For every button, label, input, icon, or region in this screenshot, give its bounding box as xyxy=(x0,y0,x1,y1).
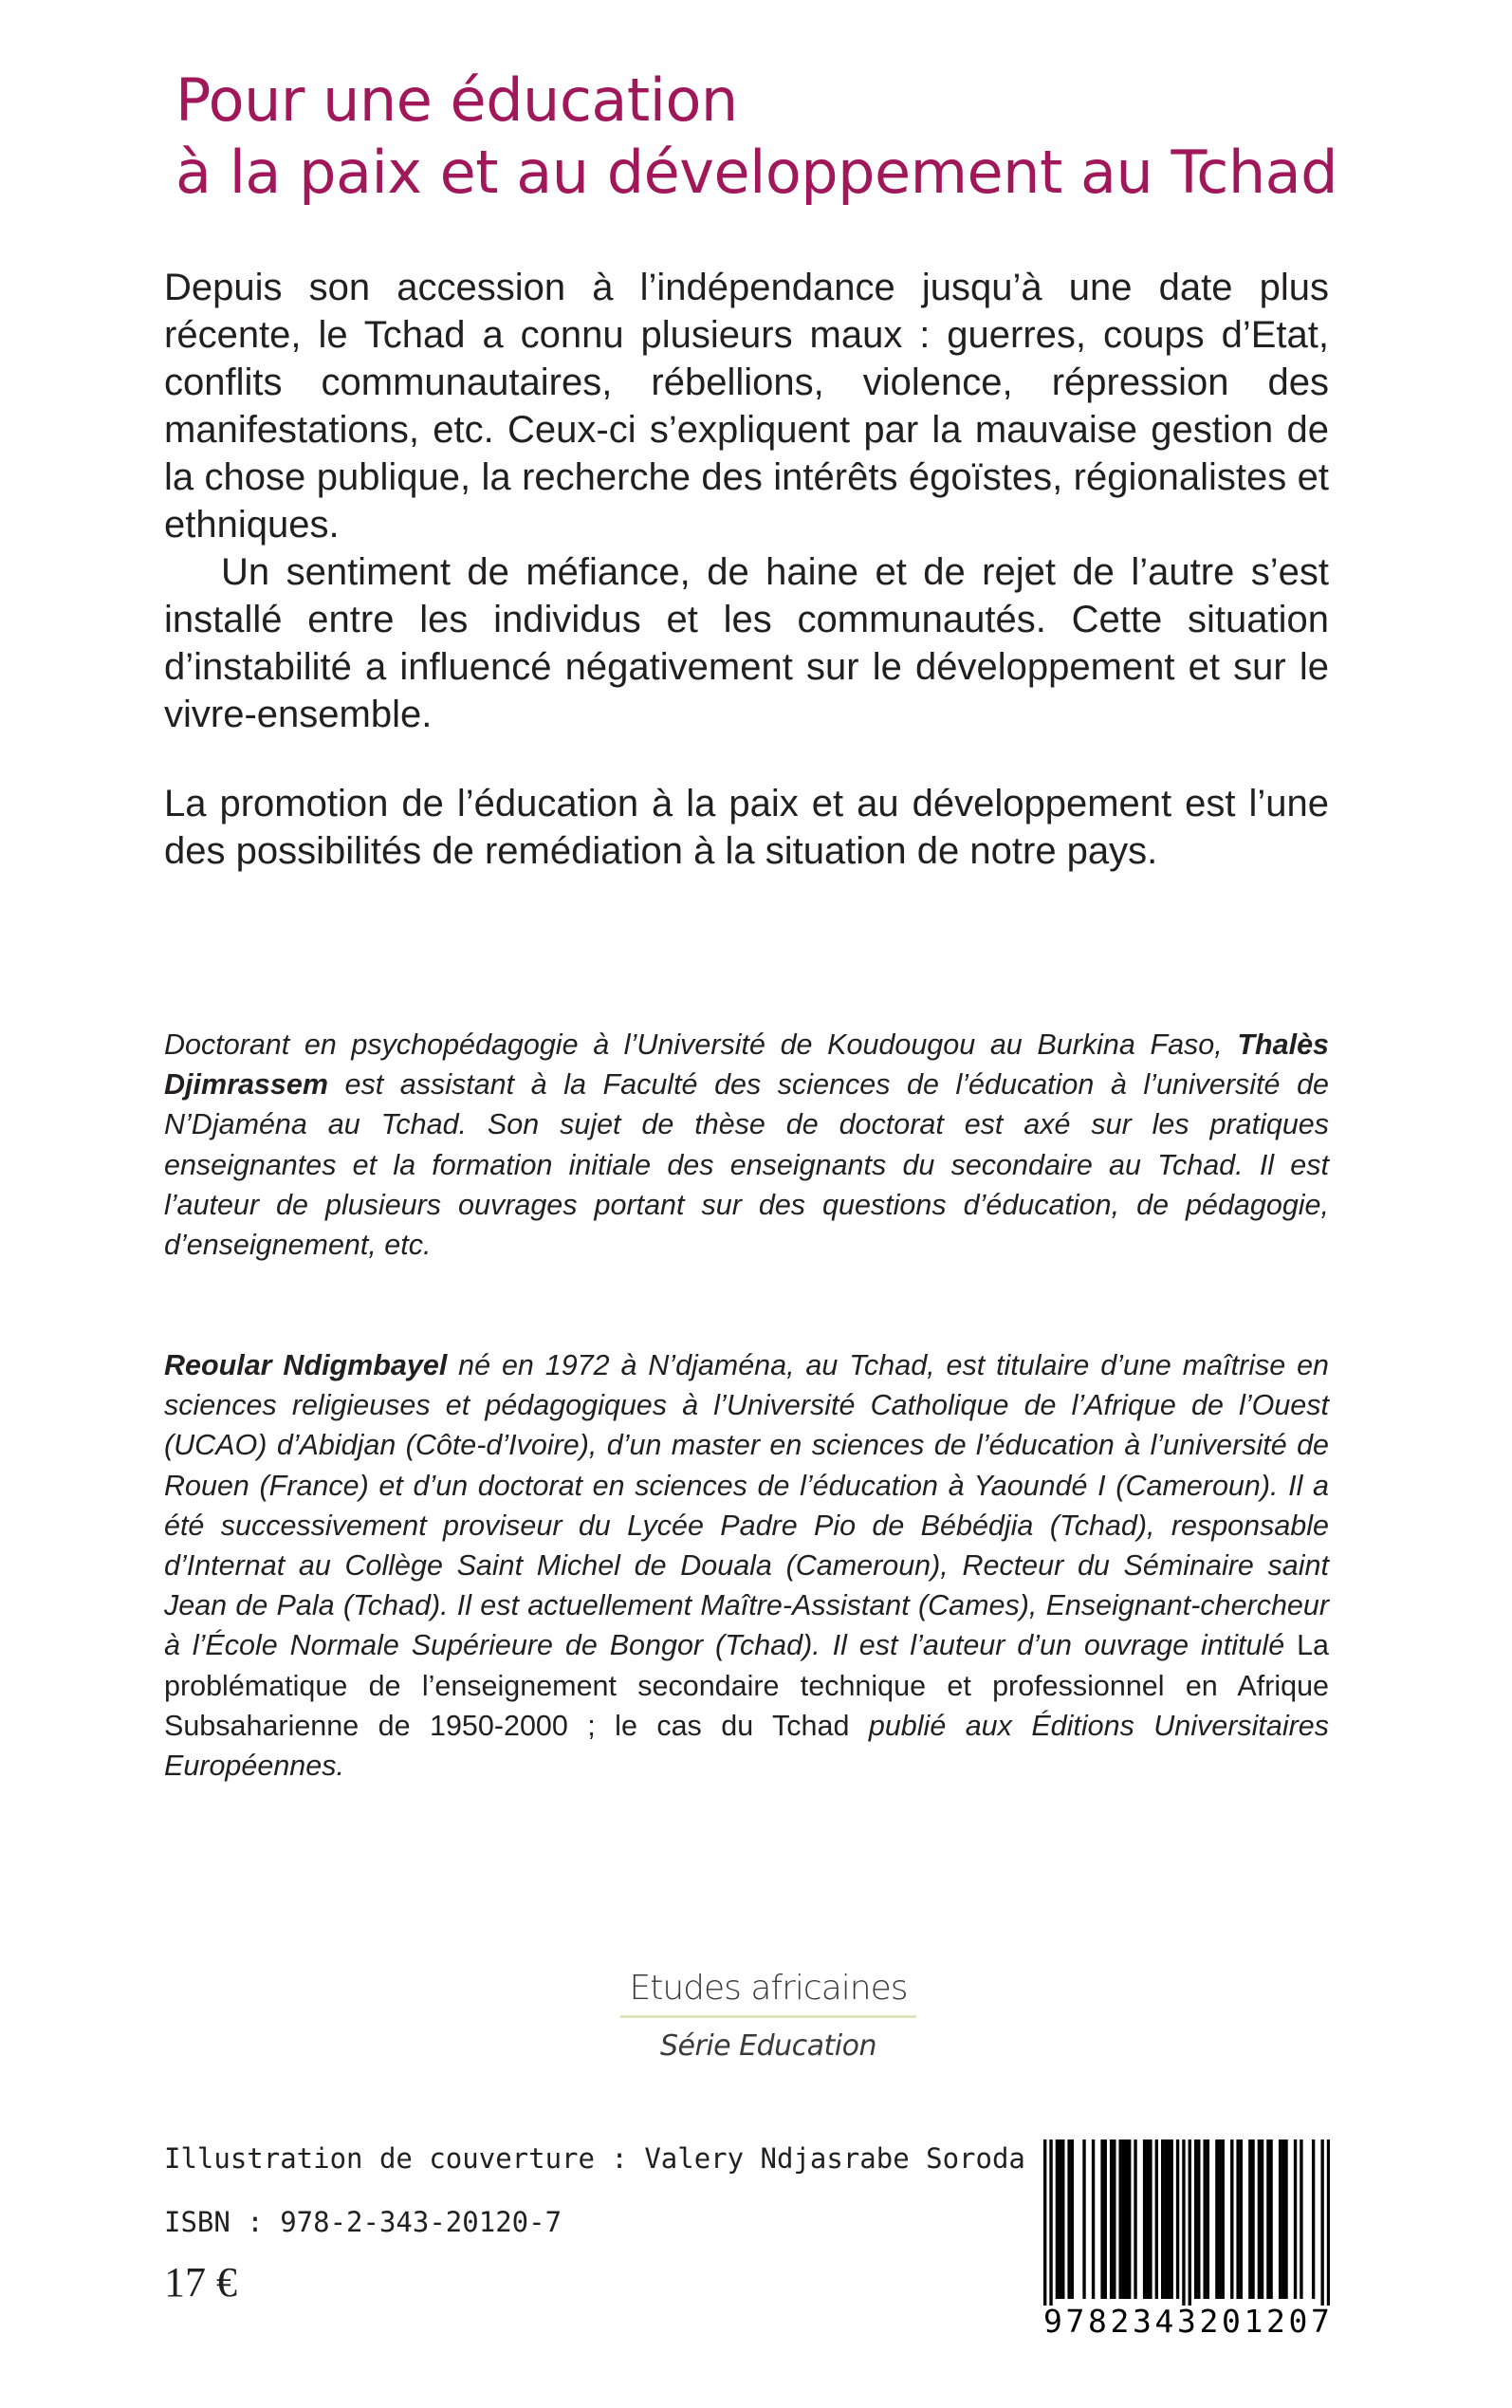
barcode-bar xyxy=(1056,2139,1059,2299)
barcode-bar xyxy=(1203,2139,1206,2299)
barcode-bar xyxy=(1194,2139,1197,2299)
barcode-bar xyxy=(1258,2139,1261,2299)
barcode-bar xyxy=(1143,2139,1146,2299)
barcode-digit: 1 xyxy=(1244,2303,1263,2340)
barcode-bar xyxy=(1327,2139,1330,2306)
barcode-digit: 9 xyxy=(1043,2303,1062,2340)
barcode-bar xyxy=(1118,2139,1121,2299)
barcode-bar xyxy=(1197,2139,1200,2299)
title-line-2: à la paix et au développement au Tchad xyxy=(175,138,1338,207)
barcode-digit: 7 xyxy=(1311,2303,1330,2340)
barcode-digit: 4 xyxy=(1154,2303,1174,2340)
author-name-1: Thalès Djimrassem xyxy=(164,1028,1329,1102)
barcode-bar xyxy=(1282,2139,1284,2299)
barcode-digit: 8 xyxy=(1088,2303,1107,2340)
barcode-digits xyxy=(1043,2303,1330,2340)
barcode-digit: 2 xyxy=(1110,2303,1130,2340)
barcode-bar xyxy=(1134,2139,1136,2299)
barcode-digit: 2 xyxy=(1199,2303,1219,2340)
barcode-bar xyxy=(1167,2139,1170,2299)
subseries-name: Série Education xyxy=(659,2029,877,2063)
book-reference: La problématique de l’enseignement secondaire technique et professionnel en Afrique Subsaharienne de 1950-2000 ; le cas du Tchad xyxy=(164,1629,1329,1742)
bio2-publisher: publié aux Éditions Universitaires Européennes. xyxy=(164,1709,1330,1783)
barcode-bar xyxy=(1284,2139,1287,2299)
author-bio-2 xyxy=(164,1345,1329,1786)
blurb-paragraph-1: Depuis son accession à l’indépendance jusqu’à une date plus récente, le Tchad a connu plusieurs maux : guerres, coups d’Etat, conflits communautaires, rébellions, violence, répression des manifestations, etc. Ceux-ci s’expliquent par la mauvaise gestion de la chose publique, la recherche des intérêts égoïstes, régionalistes et ethniques. xyxy=(164,267,1329,546)
price: 17 € xyxy=(164,2259,237,2306)
barcode-bar xyxy=(1149,2139,1152,2299)
barcode-bar xyxy=(1161,2139,1164,2299)
bio2-text: né en 1972 à N’djaména, au Tchad, est titulaire d’une maîtrise en sciences religieuses et pédagogiques à l’Université Catholique de l’Afrique de l’Ouest (UCAO) d’Abidjan (Côte-d’Ivoire), d’un master en sciences de l’éducation à l’université de Rouen (France) et d’un doctorat en sciences de l’éducation à Yaoundé I (Cameroun). Il a été successivement proviseur du Lycée Padre Pio de Bébédjia (Tchad), responsable d’Internat au Collège Saint Michel de Douala (Cameroun), Recteur du Séminaire saint Jean de Pala (Tchad). Il est actuellement Maître-Assistant (Cames), Enseignant-chercheur à l’École Normale Supérieure de Bongor (Tchad). Il est l’auteur d’un ouvrage intitulé xyxy=(164,1349,1329,1662)
book-title xyxy=(175,65,1409,209)
barcode-bar xyxy=(1312,2139,1315,2299)
barcode-bar xyxy=(1100,2139,1103,2299)
barcode-bar xyxy=(1128,2139,1131,2299)
barcode-bar xyxy=(1279,2139,1282,2299)
barcode-bar xyxy=(1122,2139,1125,2299)
series-divider xyxy=(620,2015,916,2018)
barcode-bar xyxy=(1113,2139,1116,2299)
barcode-bar xyxy=(1189,2139,1191,2306)
cover-illustration-credit: Illustration de couverture : Valery Ndjasrabe Soroda xyxy=(164,2142,1025,2175)
barcode-digit: 7 xyxy=(1065,2303,1085,2340)
barcode-bar xyxy=(1248,2139,1251,2299)
barcode-bar xyxy=(1230,2139,1233,2299)
barcode-bar xyxy=(1155,2139,1158,2299)
barcode-bar xyxy=(1300,2139,1302,2299)
barcode-bar xyxy=(1240,2139,1243,2299)
barcode xyxy=(1043,2139,1330,2343)
barcode-bar xyxy=(1251,2139,1254,2299)
barcode-bar xyxy=(1269,2139,1272,2299)
barcode-digit: 2 xyxy=(1266,2303,1285,2340)
isbn: ISBN : 978-2-343-20120-7 xyxy=(164,2206,562,2238)
bio1-text: est assistant à la Faculté des sciences de l’éducation à l’université de N’Djaména au Tchad. Son sujet de thèse de doctorat est axé sur les pratiques enseignantes et la formation initiale des enseignants du secondaire au Tchad. Il est l’auteur de plusieurs ouvrages portant sur des questions d’éducation, de pédagogie, d’enseignement, etc. xyxy=(164,1068,1329,1262)
barcode-bar xyxy=(1182,2139,1185,2306)
barcode-bar xyxy=(1067,2139,1070,2299)
barcode-bar xyxy=(1222,2139,1225,2299)
barcode-bars xyxy=(1043,2139,1330,2306)
barcode-bar xyxy=(1294,2139,1297,2299)
series-block xyxy=(531,1969,1005,2063)
barcode-bar xyxy=(1049,2139,1052,2306)
barcode-bar xyxy=(1110,2139,1113,2299)
barcode-bar xyxy=(1043,2139,1046,2306)
barcode-bar xyxy=(1171,2139,1173,2299)
author-bio-1 xyxy=(164,1025,1329,1265)
bio1-intro: Doctorant en psychopédagogie à l’Université de Koudougou au Burkina Faso, xyxy=(164,1028,1238,1061)
barcode-bar xyxy=(1176,2139,1179,2299)
barcode-digit: 3 xyxy=(1177,2303,1196,2340)
barcode-bar xyxy=(1092,2139,1095,2299)
barcode-bar xyxy=(1071,2139,1074,2299)
barcode-bar xyxy=(1215,2139,1218,2299)
barcode-bar xyxy=(1236,2139,1239,2299)
barcode-bar xyxy=(1104,2139,1107,2299)
barcode-digit: 3 xyxy=(1133,2303,1152,2340)
barcode-bar xyxy=(1261,2139,1263,2299)
title-line-1: Pour une éducation xyxy=(175,65,738,135)
barcode-bar xyxy=(1059,2139,1061,2299)
barcode-bar xyxy=(1082,2139,1085,2299)
blurb xyxy=(164,264,1329,738)
barcode-bar xyxy=(1125,2139,1128,2299)
barcode-digit: 0 xyxy=(1288,2303,1308,2340)
barcode-bar xyxy=(1266,2139,1269,2299)
blurb-conclusion xyxy=(164,780,1329,875)
barcode-bar xyxy=(1146,2139,1149,2299)
blurb-paragraph-2: Un sentiment de méfiance, de haine et de rejet de l’autre s’est installé entre les individus et les communautés. Cette situation d’instabilité a influencé négativement sur le développement et sur le vivre-ensemble. xyxy=(164,551,1329,735)
barcode-bar xyxy=(1207,2139,1209,2299)
blurb-paragraph-3: La promotion de l’éducation à la paix et au développement est l’une des possibilités de remédiation à la situation de notre pays. xyxy=(164,783,1329,872)
barcode-bar xyxy=(1218,2139,1221,2299)
author-name-2: Reoular Ndigmbayel xyxy=(164,1349,448,1381)
barcode-bar xyxy=(1320,2139,1323,2306)
barcode-bar xyxy=(1061,2139,1064,2299)
barcode-digit: 0 xyxy=(1222,2303,1241,2340)
series-name: Etudes africaines xyxy=(629,1969,908,2008)
barcode-bar xyxy=(1164,2139,1167,2299)
